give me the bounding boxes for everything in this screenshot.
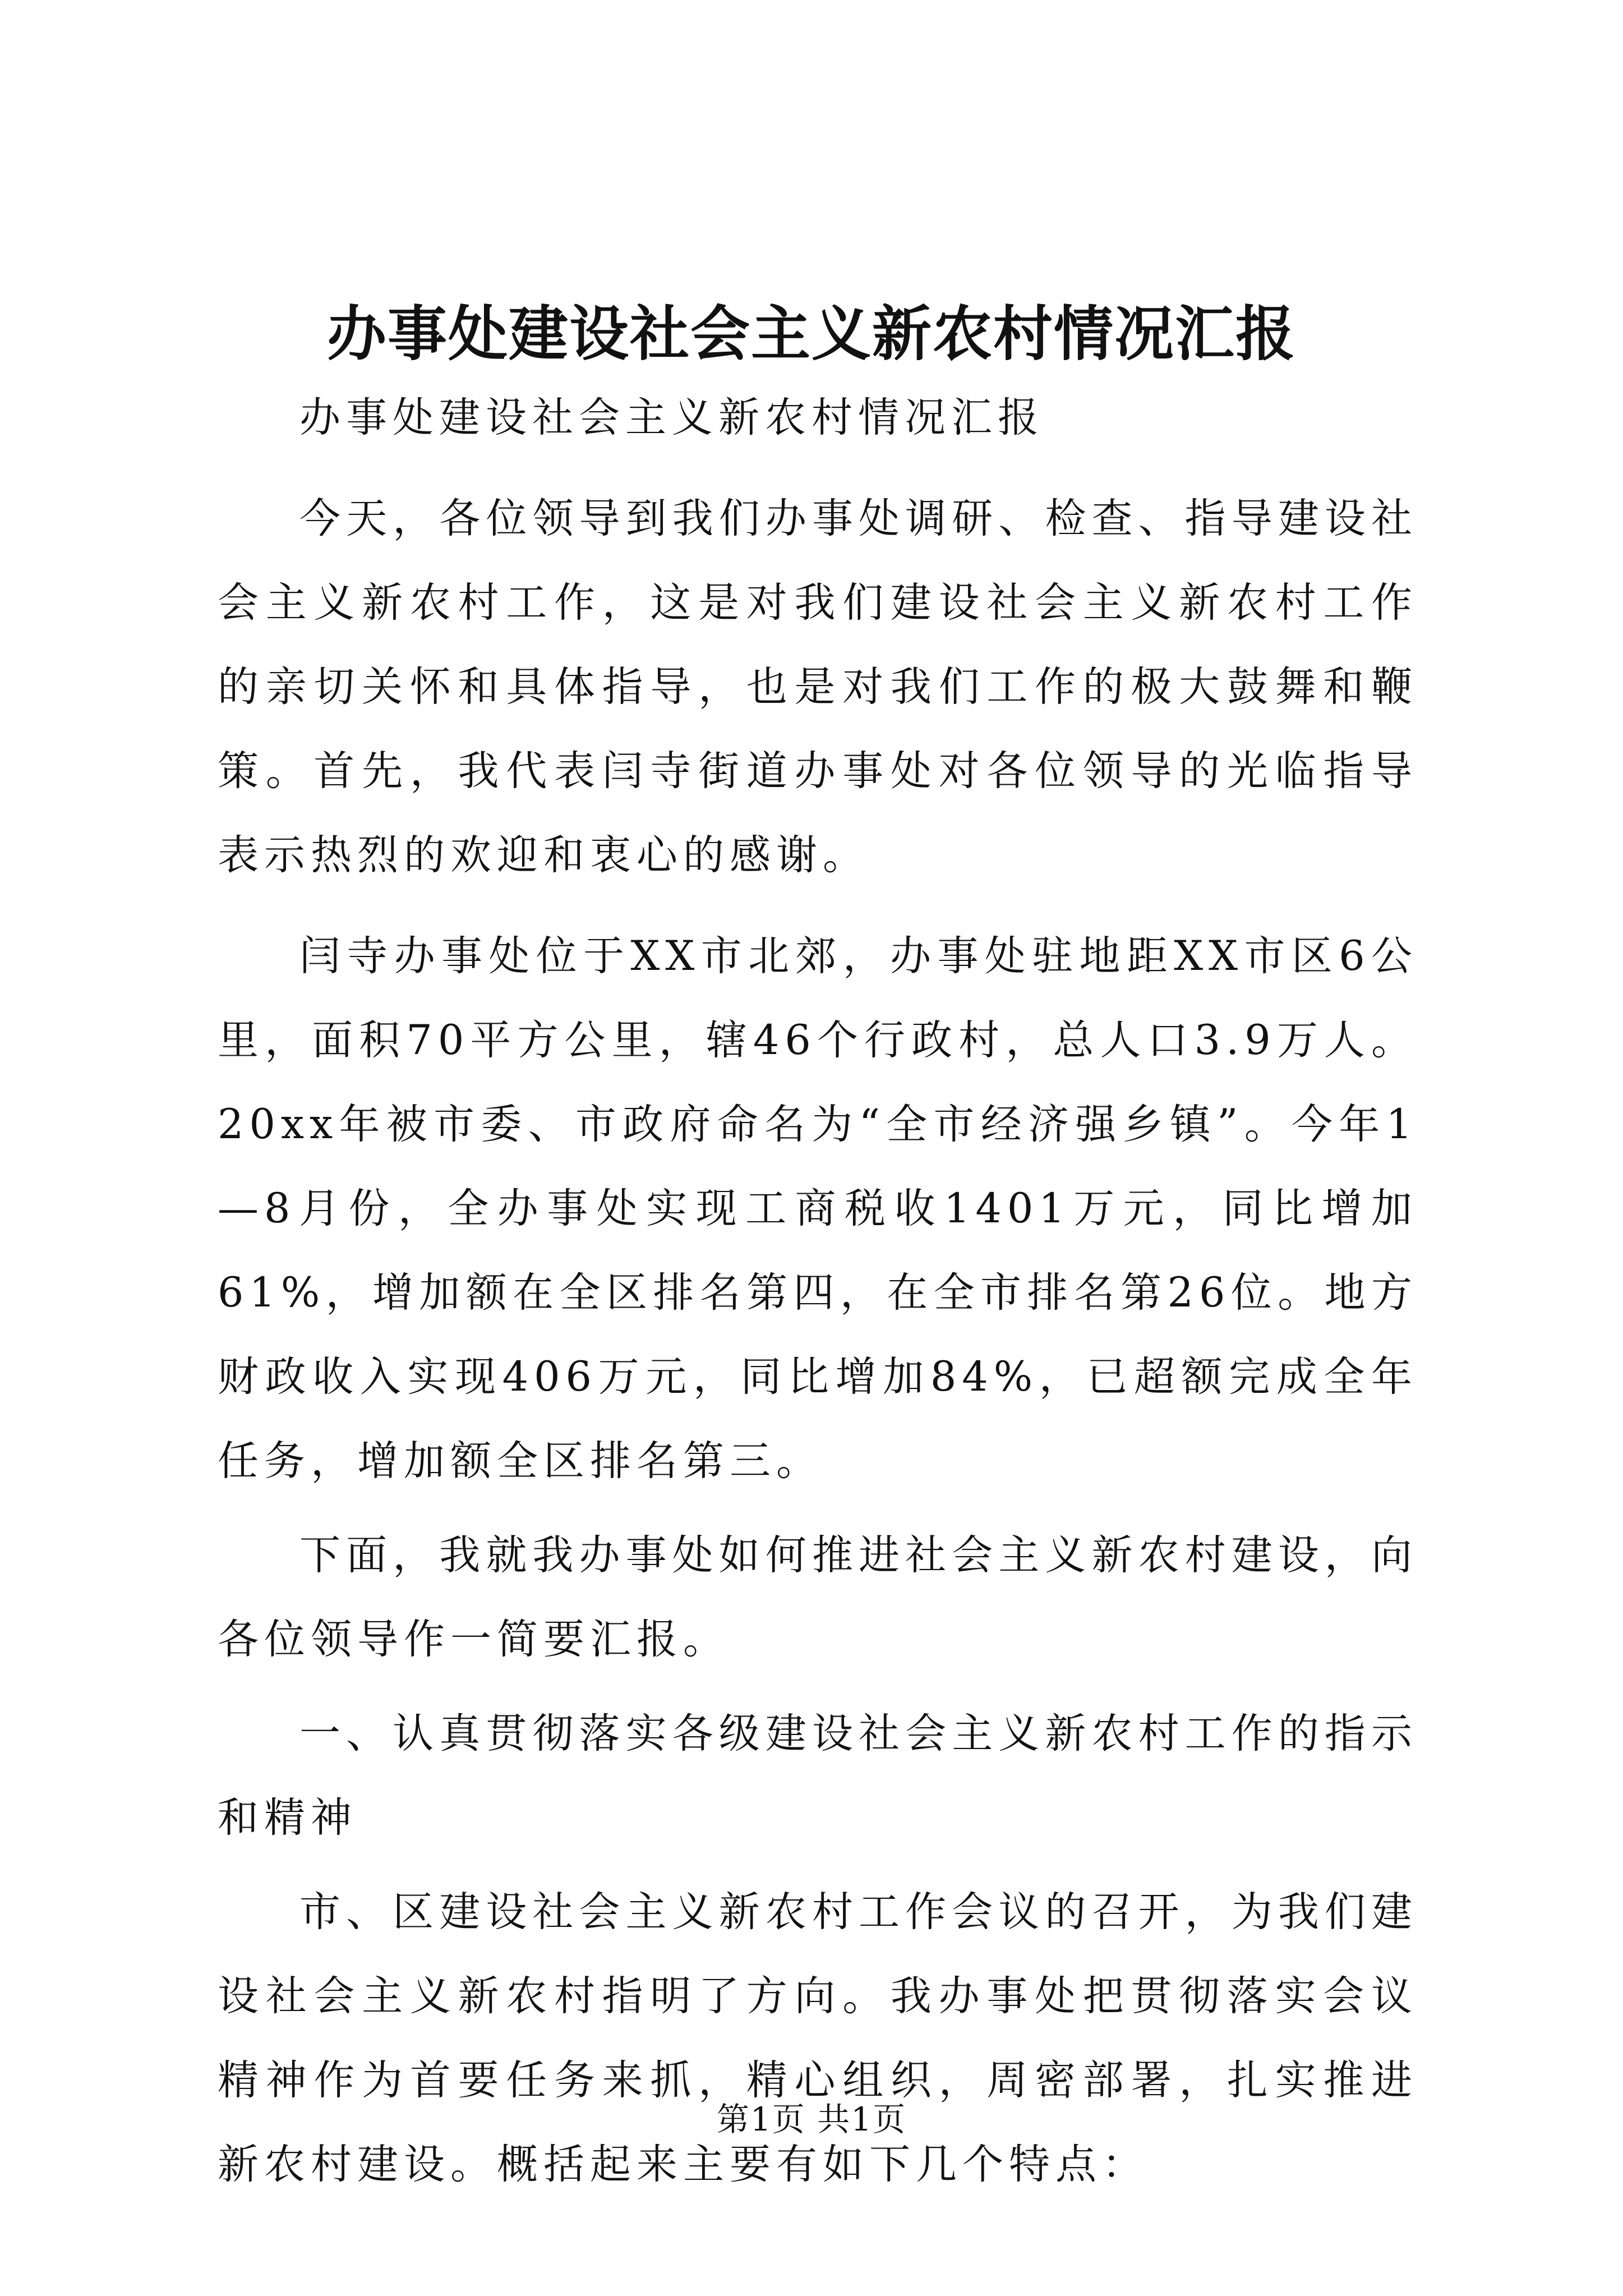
paragraph-intro: 今天，各位领导到我们办事处调研、检查、指导建设社会主义新农村工作，这是对我们建设社会主义新农村工作的亲切关怀和具体指导，也是对我们工作的极大鼓舞和鞭策。首先，我代表闫寺街道办事处对各位领导的光临指导表示热烈的欢迎和衷心的感谢。 [218, 495, 1418, 879]
page-number: 第1页 共1页 [716, 2100, 907, 2138]
paragraph-section-1: 市、区建设社会主义新农村工作会议的召开，为我们建设社会主义新农村指明了方向。我办事处把贯彻落实会议精神作为首要任务来抓，精心组织，周密部署，扎实推进新农村建设。概括起来主要有如下几个特点： [218, 1888, 1418, 2188]
paragraph-overview: 闫寺办事处位于XX市北郊，办事处驻地距XX市区6公里，面积70平方公里，辖46个行政村，总人口3.9万人。20xx年被市委、市政府命名为“全市经济强乡镇”。今年1—8月份，全办事处实现工商税收1401万元，同比增加61%，增加额在全区排名第四，在全市排名第26位。地方财政收入实现406万元，同比增加84%，已超额完成全年任务，增加额全区排名第三。 [218, 932, 1418, 1485]
document-subtitle: 办事处建设社会主义新农村情况汇报 [299, 394, 1044, 441]
paragraph-transition: 下面，我就我办事处如何推进社会主义新农村建设，向各位领导作一简要汇报。 [218, 1531, 1418, 1663]
document-body [218, 376, 1418, 2207]
section-heading-1: 一、认真贯彻落实各级建设社会主义新农村工作的指示和精神 [218, 1710, 1418, 1842]
document-title: 办事处建设社会主义新农村情况汇报 [327, 298, 1296, 369]
